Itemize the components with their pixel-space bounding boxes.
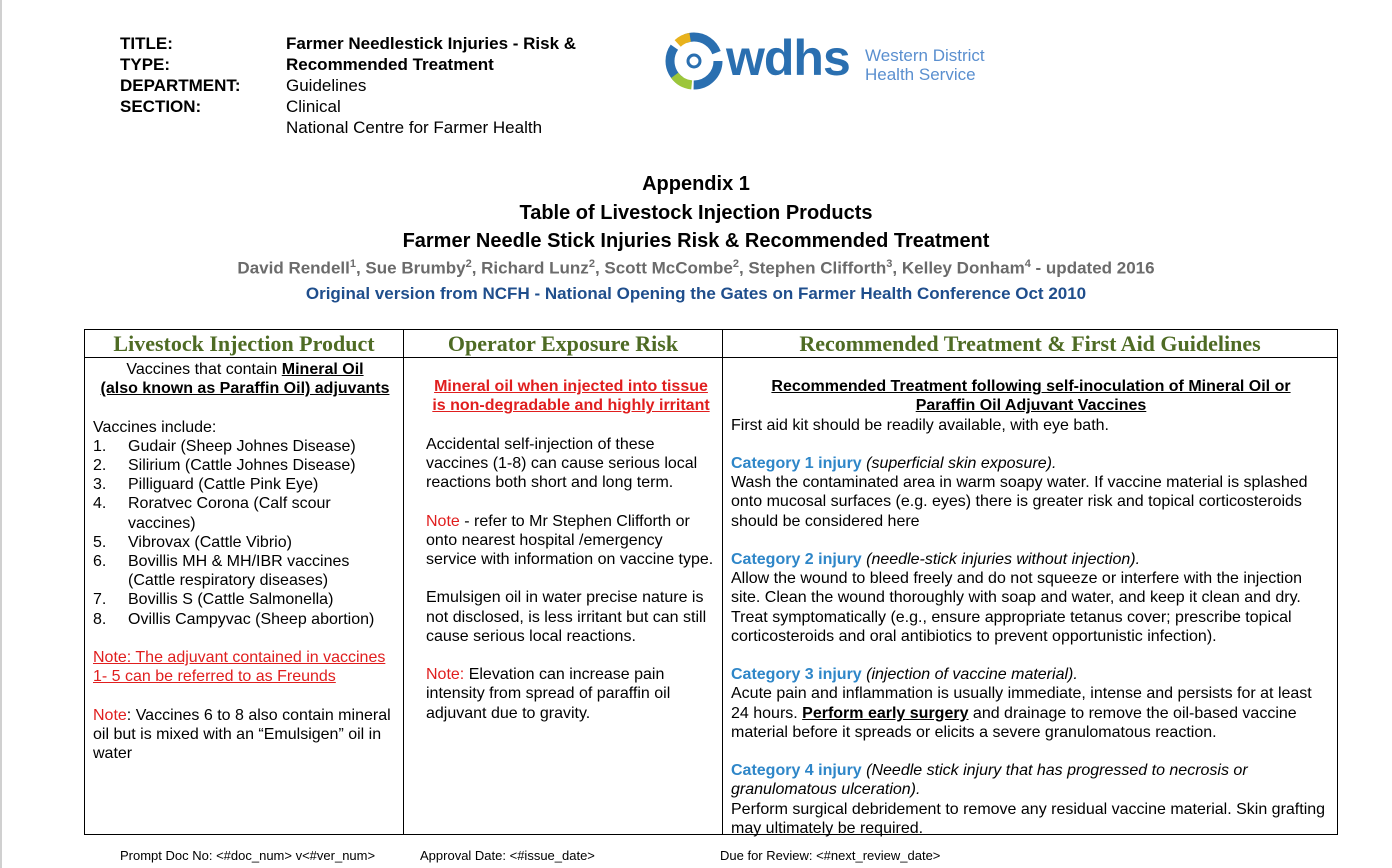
category-4: Category 4 injury (Needle stick injury that has progressed to necrosis or granulomatous ulceration). <box>731 762 1248 799</box>
wdhs-logo <box>664 31 994 93</box>
footer-approval-date: Approval Date: <#issue_date> <box>420 848 595 863</box>
list-item: 5. Vibrovax (Cattle Vibrio) <box>93 533 292 551</box>
category-2-text: Allow the wound to bleed freely and do not squeeze or interfere with the injection site. Clean the wound thoroughly with soap and water, and keep it clean and dry. Treat symptomatically (e.g., ensure appropriate tetanus cover; prescribe topical corticosteroids and oral antibiotics to prevent opportunistic infection). <box>731 570 1303 645</box>
table-title: Table of Livestock Injection Products <box>519 202 873 224</box>
original-version-note: Original version from NCFH - National Opening the Gates on Farmer Health Conference Oct 2010 <box>305 284 1087 303</box>
label-section: SECTION: <box>120 97 202 116</box>
emulsigen-note: Note: Vaccines 6 to 8 also contain mineral oil but is mixed with an “Emulsigen” oil in water <box>93 706 391 763</box>
category-3: Category 3 injury (injection of vaccine material). <box>731 666 1078 684</box>
footer-doc-number: Prompt Doc No: <#doc_num> v<#ver_num> <box>120 848 376 863</box>
label-department: DEPARTMENT: <box>120 76 241 95</box>
header-values <box>286 33 576 138</box>
label-title: TITLE: <box>120 34 173 53</box>
header-labels <box>120 33 241 117</box>
page-edge <box>0 0 2 868</box>
value-section: National Centre for Farmer Health <box>286 118 543 137</box>
header-exposure-risk: Operator Exposure Risk <box>404 330 723 358</box>
list-item: 3. Pilliguard (Cattle Pink Eye) <box>93 476 319 494</box>
value-title-line1: Farmer Needlestick Injuries - Risk & <box>286 34 577 53</box>
freunds-note: Note: The adjuvant contained in vaccines 1- 5 can be referred to as Freunds <box>93 649 386 686</box>
document-subtitle: Farmer Needle Stick Injuries Risk & Recommended Treatment <box>402 230 990 252</box>
list-item: 4. Roratvec Corona (Calf scour vaccines) <box>93 495 331 532</box>
category-4-text: Perform surgical debridement to remove any residual vaccine material. Skin grafting may ultimately be required. <box>731 800 1326 837</box>
value-title-line2: Recommended Treatment <box>286 55 494 74</box>
header-treatment: Recommended Treatment & First Aid Guidelines <box>723 330 1338 358</box>
value-type: Guidelines <box>286 76 367 95</box>
cell-treatment <box>723 358 1338 835</box>
label-type: TYPE: <box>120 55 171 74</box>
list-item: 2. Silirium (Cattle Johnes Disease) <box>93 457 356 474</box>
value-department: Clinical <box>286 97 341 116</box>
treatment-heading: Recommended Treatment following self-inoculation of Mineral Oil or Paraffin Oil Adjuvant Vaccines <box>771 378 1291 415</box>
table-header-row <box>85 330 1338 358</box>
list-item: 6. Bovillis MH & MH/IBR vaccines (Cattle respiratory diseases) <box>93 553 350 590</box>
self-injection-text: Accidental self-injection of these vaccines (1-8) can cause serious local reactions both short and long term. <box>426 435 698 492</box>
list-item: 7. Bovillis S (Cattle Salmonella) <box>93 591 334 609</box>
logo-wordmark: wdhs <box>726 30 850 86</box>
injection-products-table <box>84 329 1338 835</box>
footer-review-date: Due for Review: <#next_review_date> <box>720 848 941 863</box>
appendix-title: Appendix 1 <box>642 173 750 195</box>
category-1: Category 1 injury (superficial skin exposure). <box>731 454 1057 472</box>
first-aid-text: First aid kit should be readily available, with eye bath. <box>731 416 1109 434</box>
header-livestock-product: Livestock Injection Product <box>85 330 404 358</box>
cell-products <box>85 358 404 835</box>
wdhs-swirl-icon <box>664 31 724 91</box>
vaccine-list <box>93 437 397 629</box>
elevation-note: Note: Elevation can increase pain intensity from spread of paraffin oil adjuvant due to gravity. <box>426 666 671 722</box>
logo-line2: Health Service <box>865 65 976 84</box>
mineral-oil-warning: Mineral oil when injected into tissue is non-degradable and highly irritant <box>432 378 710 415</box>
table-row <box>85 358 1338 835</box>
emulsigen-text: Emulsigen oil in water precise nature is not disclosed, is less irritant but can still cause serious local reactions. <box>426 589 707 645</box>
category-2: Category 2 injury (needle-stick injuries without injection). <box>731 550 1141 568</box>
list-item: 8. Ovillis Campyvac (Sheep abortion) <box>93 610 375 628</box>
logo-line1: Western District <box>865 46 985 65</box>
authors-line: David Rendell$^1$, Sue Brumby$^2$, Richard Lunz$^2$, Scott McCombe$^2$, Stephen Clifforth$^3$, Kelley Donham$^4$ - updated 2016 <box>237 258 1155 278</box>
category-1-text: Wash the contaminated area in warm soapy water. If vaccine material is splashed onto mucosal surfaces (e.g. eyes) there is greater risk and topical corticosteroids should be considered here <box>731 474 1308 530</box>
referral-note: Note - refer to Mr Stephen Clifforth or onto nearest hospital /emergency service with information on vaccine type. <box>426 512 714 568</box>
logo-subtitle <box>865 46 985 84</box>
cell-exposure-risk <box>404 358 723 835</box>
category-3-text: Acute pain and inflammation is usually immediate, intense and persists for at least 24 hours. Perform early surgery and drainage to remove the oil-based vaccine material before it spreads or elicits a severe granulomatous reaction. <box>731 685 1312 741</box>
vaccines-label: Vaccines include: <box>93 418 217 436</box>
list-item: 1. Gudair (Sheep Johnes Disease) <box>93 437 356 455</box>
mineral-oil-intro: Vaccines that contain Mineral Oil (also known as Paraffin Oil) adjuvants <box>100 361 390 398</box>
